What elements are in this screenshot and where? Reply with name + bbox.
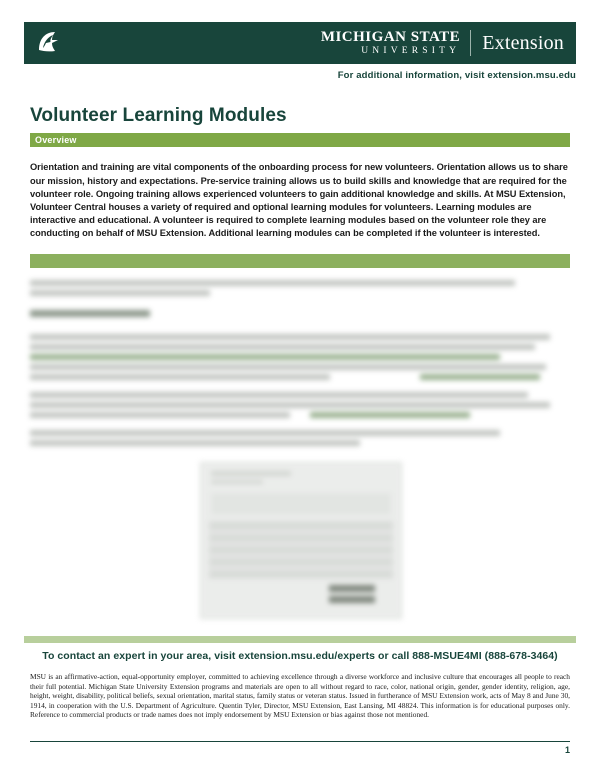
- blurred-content-region: [30, 272, 570, 630]
- msu-spartan-helmet-icon: [32, 26, 66, 60]
- header-wordmark-group: [321, 22, 576, 64]
- msu-wordmark: [321, 30, 471, 57]
- embedded-screenshot-mock: [200, 462, 402, 619]
- page-number: 1: [564, 745, 570, 755]
- document-header: [24, 22, 576, 64]
- university-name-line2: UNIVERSITY: [361, 45, 461, 56]
- section-header-overview: [30, 133, 570, 147]
- section-body-overview: Orientation and training are vital components of the onboarding process for new volunteers. Orientation allows us to share our mission, history and expectations. Pre-service training allows us to build skills and knowledge that are required for the volunteer role. Ongoing training allows experienced volunteers to gain additional knowledge and skills. At MSU Extension, Volunteer Central houses a variety of required and optional learning modules for volunteers. Learning modules are interactive and educational. A volunteer is required to complete learning modules based on the volunteer role they are conducting on behalf of MSU Extension. Additional learning modules can be completed if the volunteer is interested.: [30, 162, 568, 239]
- page-title: Volunteer Learning Modules: [30, 104, 287, 126]
- section-header-label: Overview: [35, 135, 77, 145]
- university-name-line1: MICHIGAN STATE: [320, 28, 461, 45]
- footer-legal-text: MSU is an affirmative-action, equal-opportunity employer, committed to achieving excellence through a diverse workforce and inclusive culture that encourages all people to reach their full potential. Michigan State University Extension programs and materials are open to all without regard to race, color, national origin, gender, gender identity, religion, age, height, weight, disability, political beliefs, sexual orientation, marital status, family status or veteran status. Issued in furtherance of MSU Extension work, acts of May 8 and June 30, 1914, in cooperation with the U.S. Department of Agriculture. Quentin Tyler, Director, MSU Extension, East Lansing, MI 48824. This information is for educational purposes only. Reference to commercial products or trade names does not imply endorsement by MSU Extension or bias against those not mentioned.: [30, 672, 570, 720]
- footer-bottom-rule: [30, 741, 570, 742]
- footer-contact-line: To contact an expert in your area, visit extension.msu.edu/experts or call 888-MSUE4MI (888-678-3464): [42, 650, 558, 662]
- header-tagline: For additional information, visit extension.msu.edu: [337, 70, 576, 81]
- section-header-secondary: [30, 254, 570, 268]
- footer-divider: [24, 636, 576, 643]
- extension-wordmark: Extension: [482, 31, 564, 54]
